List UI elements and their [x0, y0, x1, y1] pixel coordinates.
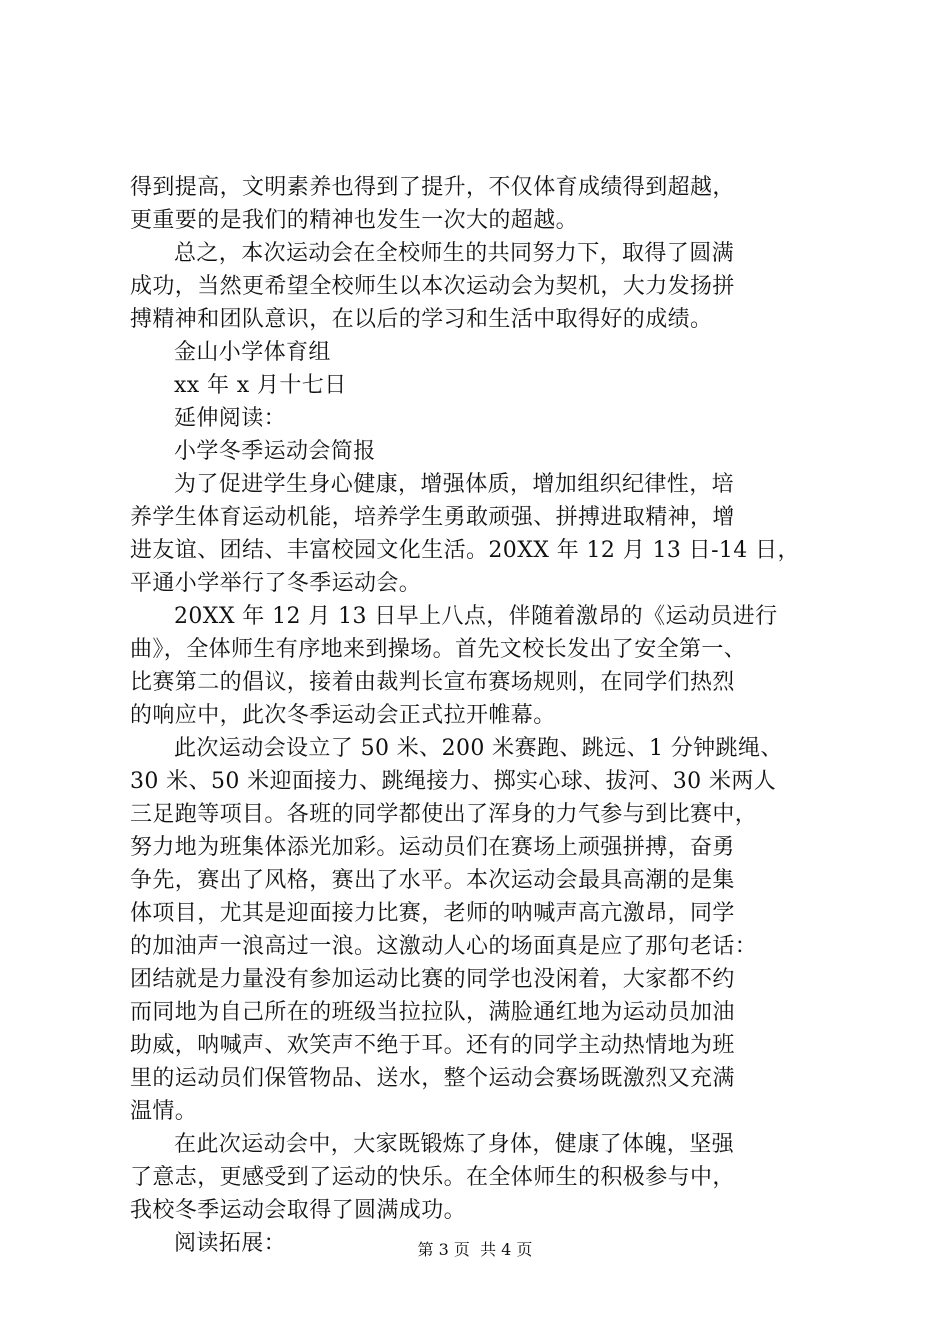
text-line: 曲》，全体师生有序地来到操场。首先文校长发出了安全第一、 — [130, 637, 747, 662]
text-line: 为了促进学生身心健康，增强体质，增加组织纪律性，培 — [174, 472, 735, 497]
text-line: 里的运动员们保管物品、送水，整个运动会赛场既激烈又充满 — [130, 1066, 735, 1091]
text-line: 的加油声一浪高过一浪。这激动人心的场面真是应了那句老话： — [130, 934, 758, 959]
text-line: 温情。 — [130, 1099, 198, 1124]
text-line: xx 年 x 月十七日 — [174, 373, 347, 398]
text-line: 阅读拓展： — [174, 1231, 287, 1256]
text-line: 30 米、50 米迎面接力、跳绳接力、掷实心球、拔河、30 米两人 — [130, 769, 777, 794]
text-line: 小学冬季运动会简报 — [174, 439, 376, 464]
text-line: 此次运动会设立了 50 米、200 米赛跑、跳远、1 分钟跳绳、 — [174, 736, 783, 761]
text-line: 助威，呐喊声、欢笑声不绝于耳。还有的同学主动热情地为班 — [130, 1033, 735, 1058]
text-line: 体项目，尤其是迎面接力比赛，老师的呐喊声高亢激昂，同学 — [130, 901, 735, 926]
page-footer — [0, 1240, 950, 1260]
text-line: 成功，当然更希望全校师生以本次运动会为契机，大力发扬拼 — [130, 274, 735, 299]
text-line: 得到提高，文明素养也得到了提升，不仅体育成绩得到超越， — [130, 175, 735, 200]
text-line: 我校冬季运动会取得了圆满成功。 — [130, 1198, 467, 1223]
text-line: 20XX 年 12 月 13 日早上八点，伴随着激昂的《运动员进行 — [174, 604, 778, 629]
text-line: 努力地为班集体添光加彩。运动员们在赛场上顽强拼搏，奋勇 — [130, 835, 735, 860]
page-number-label: 第 3 页 共 4 页 — [417, 1240, 533, 1259]
text-line: 养学生体育运动机能，培养学生勇敢顽强、拼搏进取精神，增 — [130, 505, 735, 530]
text-line: 的响应中，此次冬季运动会正式拉开帷幕。 — [130, 703, 556, 728]
text-line: 搏精神和团队意识，在以后的学习和生活中取得好的成绩。 — [130, 307, 713, 332]
text-line: 更重要的是我们的精神也发生一次大的超越。 — [130, 208, 579, 233]
text-line: 了意志，更感受到了运动的快乐。在全体师生的积极参与中， — [130, 1165, 735, 1190]
document-body — [130, 171, 830, 1260]
text-line: 而同地为自己所在的班级当拉拉队，满脸通红地为运动员加油 — [130, 1000, 735, 1025]
text-line: 平通小学举行了冬季运动会。 — [130, 571, 422, 596]
text-line: 团结就是力量没有参加运动比赛的同学也没闲着，大家都不约 — [130, 967, 735, 992]
text-line: 进友谊、团结、丰富校园文化生活。20XX 年 12 月 13 日-14 日， — [130, 538, 800, 563]
text-line: 金山小学体育组 — [174, 340, 331, 365]
text-line: 争先，赛出了风格，赛出了水平。本次运动会最具高潮的是集 — [130, 868, 735, 893]
text-line: 比赛第二的倡议，接着由裁判长宣布赛场规则，在同学们热烈 — [130, 670, 735, 695]
text-line: 三足跑等项目。各班的同学都使出了浑身的力气参与到比赛中， — [130, 802, 758, 827]
text-line: 总之，本次运动会在全校师生的共同努力下，取得了圆满 — [174, 241, 735, 266]
text-line: 延伸阅读： — [174, 406, 287, 431]
text-line: 在此次运动会中，大家既锻炼了身体，健康了体魄，坚强 — [174, 1132, 735, 1157]
